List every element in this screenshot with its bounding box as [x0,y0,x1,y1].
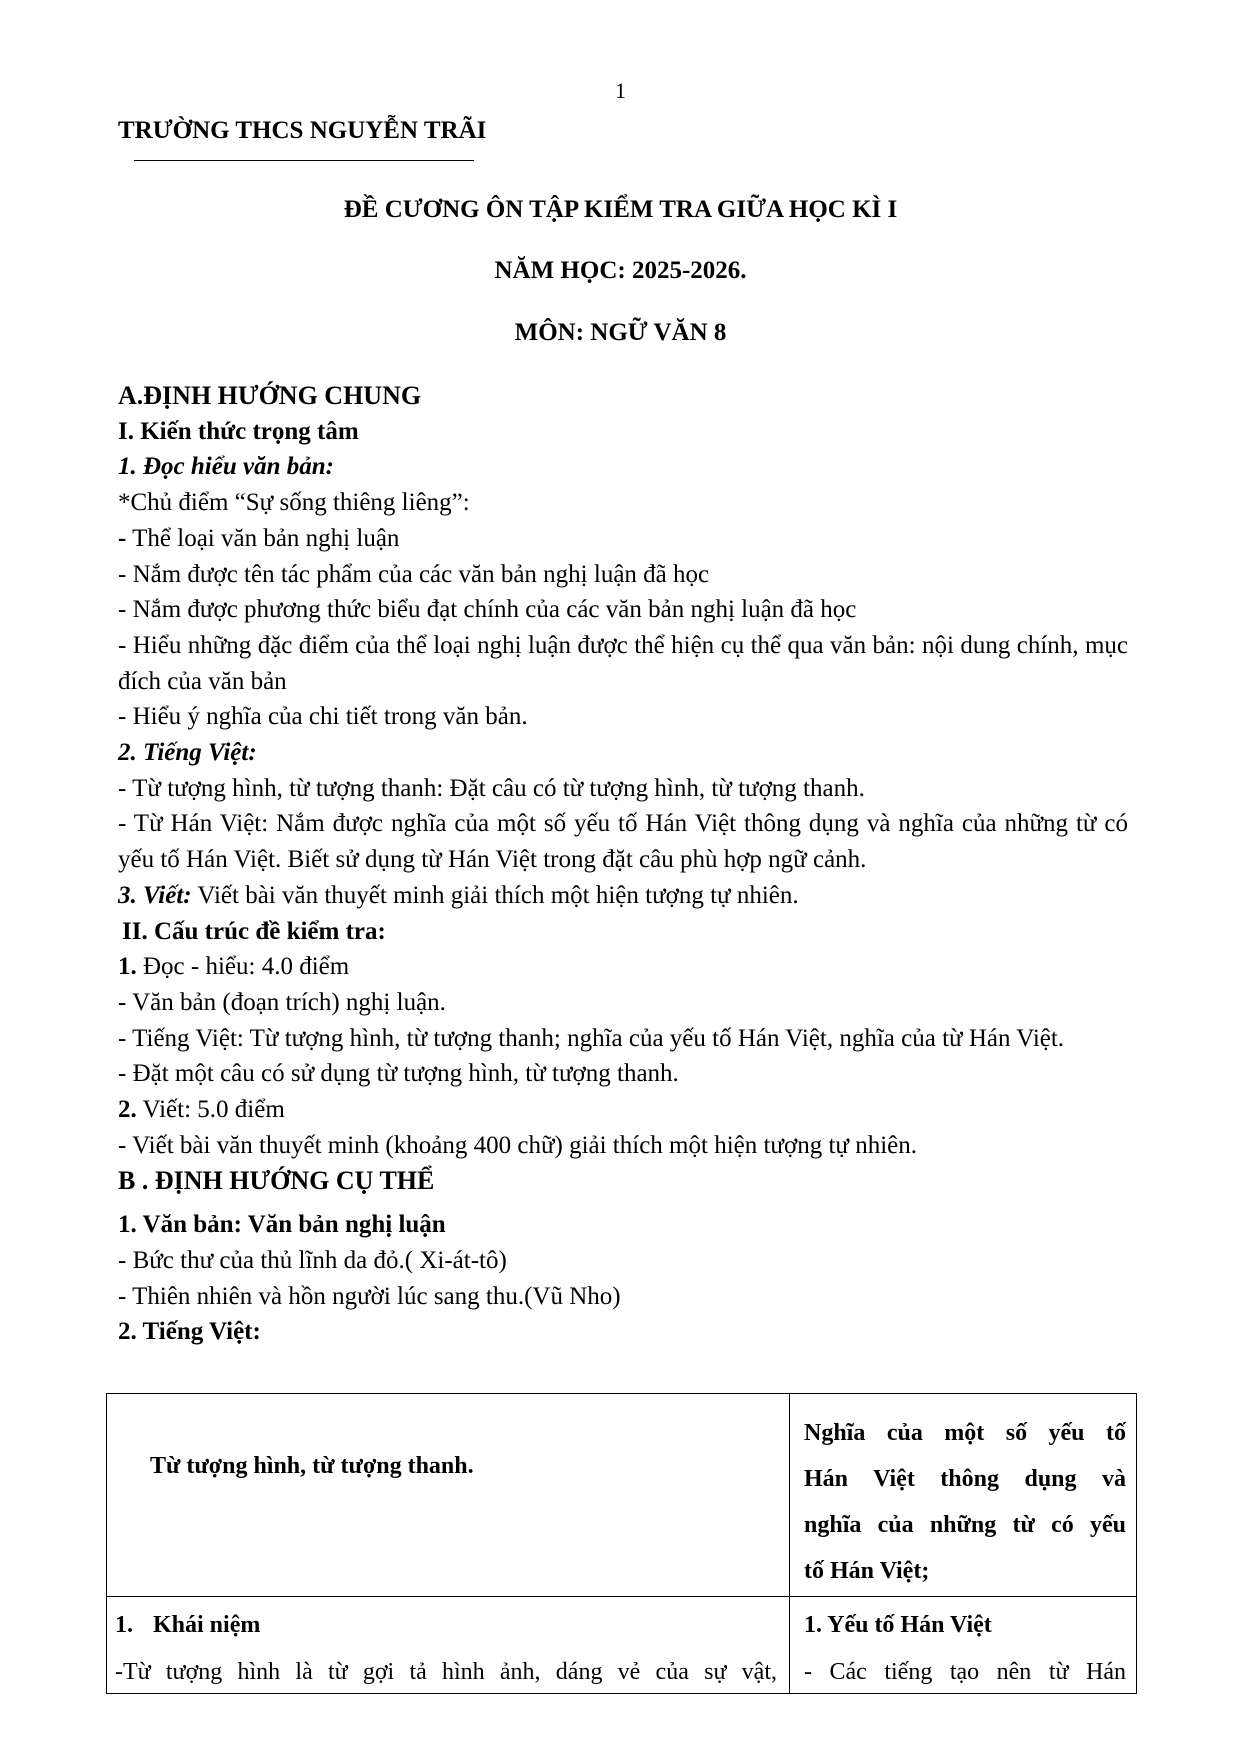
reading-item-5: - Hiểu ý nghĩa của chi tiết trong văn bản. [118,703,528,731]
structure-writing-num: 2. [118,1096,137,1124]
col2-cell [804,1602,1126,1696]
school-year: NĂM HỌC: 2025-2026. [494,257,747,284]
comparison-table [106,1393,1137,1694]
page-number: 1 [615,78,626,103]
col1-header: Từ tượng hình, từ tượng thanh. [150,1453,474,1479]
school-underline [134,160,474,161]
part2-heading: II. Cấu trúc đề kiểm tra: [122,917,386,945]
table-row-divider [107,1596,1136,1597]
col2-header-line: nghĩa của những từ có yếu [804,1512,1126,1538]
structure-writing-text: Viết: 5.0 điểm [136,1096,285,1124]
structure-reading-text: Đọc - hiểu: 4.0 điểm [136,953,350,981]
text-item-1: - Bức thư của thủ lĩnh da đỏ.( Xi-át-tô) [118,1246,507,1274]
school-name: TRƯỜNG THCS NGUYỄN TRÃI [118,117,487,144]
vietnamese-item-1: - Từ tượng hình, từ tượng thanh: Đặt câu có từ tượng hình, từ tượng thanh. [118,774,865,802]
structure-reading-item-3: - Đặt một câu có sử dụng từ tượng hình, từ tượng thanh. [118,1060,679,1088]
col2-header-line: Hán Việt thông dụng và [804,1466,1126,1492]
subject-title: MÔN: NGỮ VĂN 8 [514,319,727,346]
reading-heading: 1. Đọc hiểu văn bản: [118,453,334,481]
bold-dash: - [118,524,127,552]
col2-header-line: Nghĩa của một số yếu tố [804,1420,1126,1446]
writing-line [118,878,1128,914]
reading-item-3: - Nắm được phương thức biểu đạt chính của các văn bản nghị luận đã học [118,596,857,624]
section-b-heading: B . ĐỊNH HƯỚNG CỤ THỂ [118,1166,435,1196]
writing-text: Viết bài văn thuyết minh giải thích một hiện tượng tự nhiên. [191,881,799,909]
table-column-divider [789,1394,790,1693]
vietnamese-heading: 2. Tiếng Việt: [118,739,257,767]
theme-line: *Chủ điểm “Sự sống thiêng liêng”: [118,489,470,517]
part1-heading: I. Kiến thức trọng tâm [118,417,359,445]
section-a-heading: A.ĐỊNH HƯỚNG CHUNG [118,381,422,410]
structure-reading [118,949,1128,985]
document-body [118,378,1128,1350]
vietnamese-item-2: - Từ Hán Việt: Nắm được nghĩa của một số yếu tố Hán Việt thông dụng và nghĩa của những từ có yếu tố Hán Việt. Biết sử dụng từ Hán Việt trong đặt câu phù hợp ngữ cảnh. [118,810,1128,874]
col1-row-text: -Từ tượng hình là từ gợi tả hình ảnh, dáng vẻ của sự vật, [115,1659,777,1685]
reading-item-1 [118,521,1128,557]
col2-row-text: - Các tiếng tạo nên từ Hán [804,1659,1126,1685]
reading-item-1-text: Thể loại văn bản nghị luận [126,524,400,552]
structure-writing [118,1092,1128,1128]
structure-writing-item-1: - Viết bài văn thuyết minh (khoảng 400 chữ) giải thích một hiện tượng tự nhiên. [118,1131,917,1159]
texts-heading: 1. Văn bản: Văn bản nghị luận [118,1211,446,1239]
col2-header [804,1410,1126,1594]
reading-item-4: - Hiểu những đặc điểm của thể loại nghị luận được thể hiện cụ thể qua văn bản: nội dung chính, mục đích của văn bản [118,631,1128,695]
vietnamese-heading-b: 2. Tiếng Việt: [118,1318,261,1346]
structure-reading-num: 1. [118,953,137,981]
col1-cell [115,1602,777,1696]
writing-heading: 3. Viết: [118,881,192,909]
reading-item-2: - Nắm được tên tác phẩm của các văn bản nghị luận đã học [118,560,710,588]
col2-row-title: 1. Yếu tố Hán Việt [804,1612,992,1638]
col1-row-num: 1. [115,1612,133,1638]
col1-row-heading [115,1602,777,1649]
text-item-2: - Thiên nhiên và hồn người lúc sang thu.(Vũ Nho) [118,1282,621,1310]
document-title: ĐỀ CƯƠNG ÔN TẬP KIỂM TRA GIỮA HỌC KÌ I [343,196,898,223]
structure-reading-item-2: - Tiếng Việt: Từ tượng hình, từ tượng thanh; nghĩa của yếu tố Hán Việt, nghĩa của từ Hán Việt. [118,1024,1065,1052]
col2-header-line: tố Hán Việt; [804,1558,930,1584]
col1-row-title: Khái niệm [153,1612,261,1638]
structure-reading-item-1: - Văn bản (đoạn trích) nghị luận. [118,988,446,1016]
